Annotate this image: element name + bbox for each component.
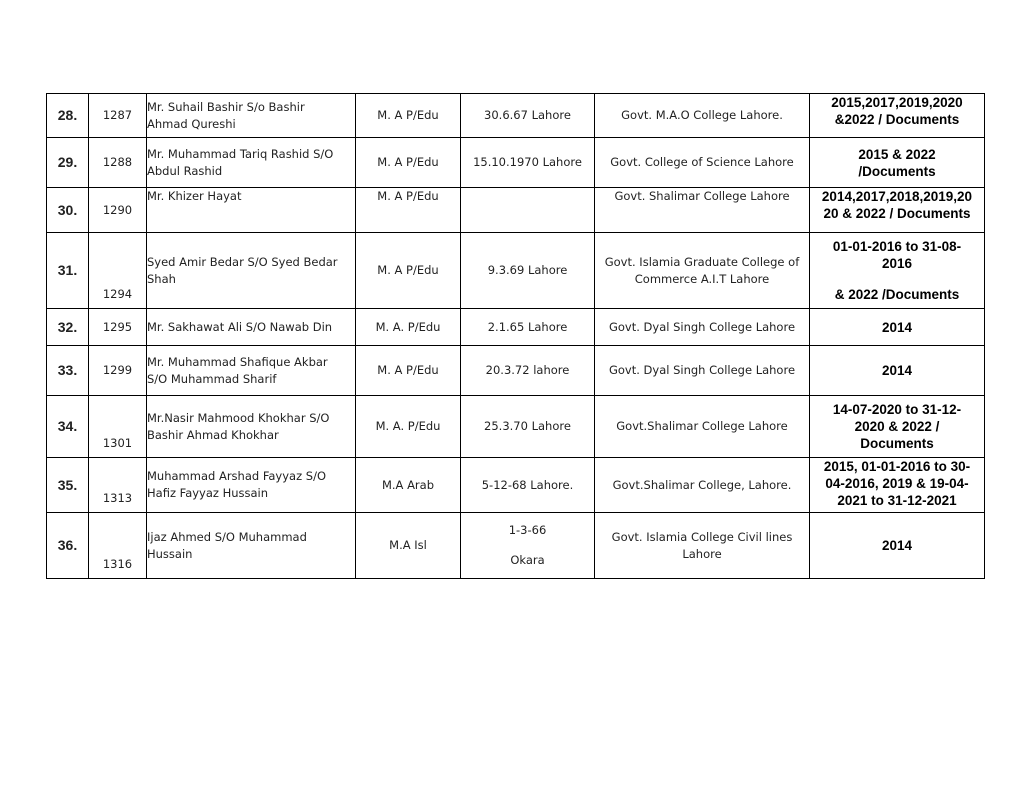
person-name	[147, 396, 356, 458]
dob-line: 1-3-66	[508, 523, 547, 537]
birth-date-place: 30.6.67 Lahore	[461, 94, 595, 138]
dob-line: Okara	[510, 553, 545, 567]
serial-number: 30.	[47, 188, 89, 233]
qualification: M. A. P/Edu	[356, 396, 461, 458]
years-line: 14-07-2020 to 31-12-	[832, 402, 962, 417]
years-line: /Documents	[858, 163, 936, 179]
birth-date-place: 9.3.69 Lahore	[461, 233, 595, 309]
name-line: Muhammad Arshad Fayyaz S/O	[147, 469, 327, 483]
college: Govt. Dyal Singh College Lahore	[595, 346, 810, 396]
years-line: 2015,2017,2019,2020	[831, 95, 963, 110]
name-line: Mr.Nasir Mahmood Khokhar S/O	[147, 410, 330, 425]
person-name	[147, 458, 356, 513]
record-id: 1294	[89, 233, 147, 309]
person-name	[147, 513, 356, 579]
birth-date-place: 20.3.72 lahore	[461, 346, 595, 396]
years-documents	[810, 138, 985, 188]
name-line: Mr. Muhammad Shafique Akbar	[147, 354, 328, 369]
person-name	[147, 233, 356, 309]
years-line: 01-01-2016 to 31-08-	[832, 239, 962, 254]
college-line: Lahore	[682, 546, 722, 561]
years-documents	[810, 188, 985, 233]
table-row	[47, 513, 985, 579]
table-row	[47, 309, 985, 346]
record-id: 1295	[89, 309, 147, 346]
qualification: M. A P/Edu	[356, 94, 461, 138]
years-line: 2014	[881, 538, 913, 553]
name-line: S/O Muhammad Sharif	[147, 371, 277, 386]
years-documents	[810, 513, 985, 579]
person-name	[147, 138, 356, 188]
qualification: M. A P/Edu	[356, 138, 461, 188]
dob-gap	[461, 539, 594, 552]
serial-number: 32.	[47, 309, 89, 346]
qualification: M.A Isl	[356, 513, 461, 579]
qualification: M. A. P/Edu	[356, 309, 461, 346]
years-gap	[810, 272, 984, 286]
qualification: M. A P/Edu	[356, 346, 461, 396]
record-id: 1288	[89, 138, 147, 188]
college-line: Commerce A.I.T Lahore	[634, 271, 770, 286]
record-id: 1290	[89, 188, 147, 233]
years-line: &2022 / Documents	[834, 112, 960, 127]
years-documents	[810, 458, 985, 513]
table-row	[47, 188, 985, 233]
record-id: 1287	[89, 94, 147, 138]
birth-date-place: 15.10.1970 Lahore	[461, 138, 595, 188]
years-line: 2014,2017,2018,2019,20	[821, 189, 973, 204]
years-documents	[810, 396, 985, 458]
qualification: M.A Arab	[356, 458, 461, 513]
name-line: Hafiz Fayyaz Hussain	[147, 486, 269, 500]
record-id: 1299	[89, 346, 147, 396]
name-line: Bashir Ahmad Khokhar	[147, 427, 279, 442]
years-line: 2015 & 2022	[858, 146, 936, 162]
person-name	[147, 346, 356, 396]
name-line: Syed Amir Bedar S/O Syed Bedar	[147, 254, 338, 269]
years-line: 04-2016, 2019 & 19-04-	[825, 476, 969, 491]
years-line: 2015, 01-01-2016 to 30-	[823, 459, 971, 474]
serial-number: 31.	[47, 233, 89, 309]
years-documents	[810, 233, 985, 309]
serial-number: 36.	[47, 513, 89, 579]
name-line: Mr. Muhammad Tariq Rashid S/O	[147, 146, 334, 161]
qualification: M. A P/Edu	[356, 233, 461, 309]
college: Govt. Dyal Singh College Lahore	[595, 309, 810, 346]
person-name	[147, 94, 356, 138]
years-line: Documents	[860, 436, 934, 451]
years-documents	[810, 346, 985, 396]
years-line: 2016	[881, 256, 913, 271]
years-line: 2021 to 31-12-2021	[837, 493, 957, 508]
years-line: 2014	[881, 363, 913, 378]
name-line: Ijaz Ahmed S/O Muhammad	[147, 529, 307, 544]
birth-date-place: 25.3.70 Lahore	[461, 396, 595, 458]
college: Govt. M.A.O College Lahore.	[595, 94, 810, 138]
table-row	[47, 346, 985, 396]
table-row	[47, 458, 985, 513]
college: Govt.Shalimar College, Lahore.	[595, 458, 810, 513]
serial-number: 29.	[47, 138, 89, 188]
records-table	[46, 93, 985, 579]
name-line: Mr. Suhail Bashir S/o Bashir	[147, 99, 305, 114]
table-row	[47, 138, 985, 188]
name-line: Shah	[147, 271, 176, 286]
name-line: Abdul Rashid	[147, 163, 223, 178]
college: Govt. College of Science Lahore	[595, 138, 810, 188]
serial-number: 28.	[47, 94, 89, 138]
serial-number: 33.	[47, 346, 89, 396]
birth-date-place	[461, 513, 595, 579]
college	[595, 513, 810, 579]
record-id: 1313	[89, 458, 147, 513]
record-id: 1301	[89, 396, 147, 458]
college-line: Govt. Islamia College Civil lines	[611, 529, 793, 544]
qualification: M. A P/Edu	[356, 188, 461, 233]
table-row	[47, 396, 985, 458]
years-line: & 2022 /Documents	[834, 287, 960, 302]
table-row	[47, 94, 985, 138]
record-id: 1316	[89, 513, 147, 579]
birth-date-place: 2.1.65 Lahore	[461, 309, 595, 346]
name-line: Mr. Sakhawat Ali S/O Nawab Din	[147, 319, 333, 334]
name-line: Hussain	[147, 546, 193, 561]
birth-date-place	[461, 188, 595, 233]
years-line: 2020 & 2022 /	[854, 419, 940, 434]
college	[595, 233, 810, 309]
name-line: Mr. Khizer Hayat	[147, 189, 242, 203]
college: Govt.Shalimar College Lahore	[595, 396, 810, 458]
years-documents	[810, 309, 985, 346]
serial-number: 34.	[47, 396, 89, 458]
serial-number: 35.	[47, 458, 89, 513]
table-row	[47, 233, 985, 309]
college: Govt. Shalimar College Lahore	[595, 188, 810, 233]
person-name	[147, 188, 356, 233]
person-name	[147, 309, 356, 346]
years-line: 20 & 2022 / Documents	[823, 206, 971, 221]
years-line: 2014	[881, 319, 913, 335]
birth-date-place: 5-12-68 Lahore.	[461, 458, 595, 513]
years-documents	[810, 94, 985, 138]
name-line: Ahmad Qureshi	[147, 116, 236, 131]
college-line: Govt. Islamia Graduate College of	[604, 254, 800, 269]
